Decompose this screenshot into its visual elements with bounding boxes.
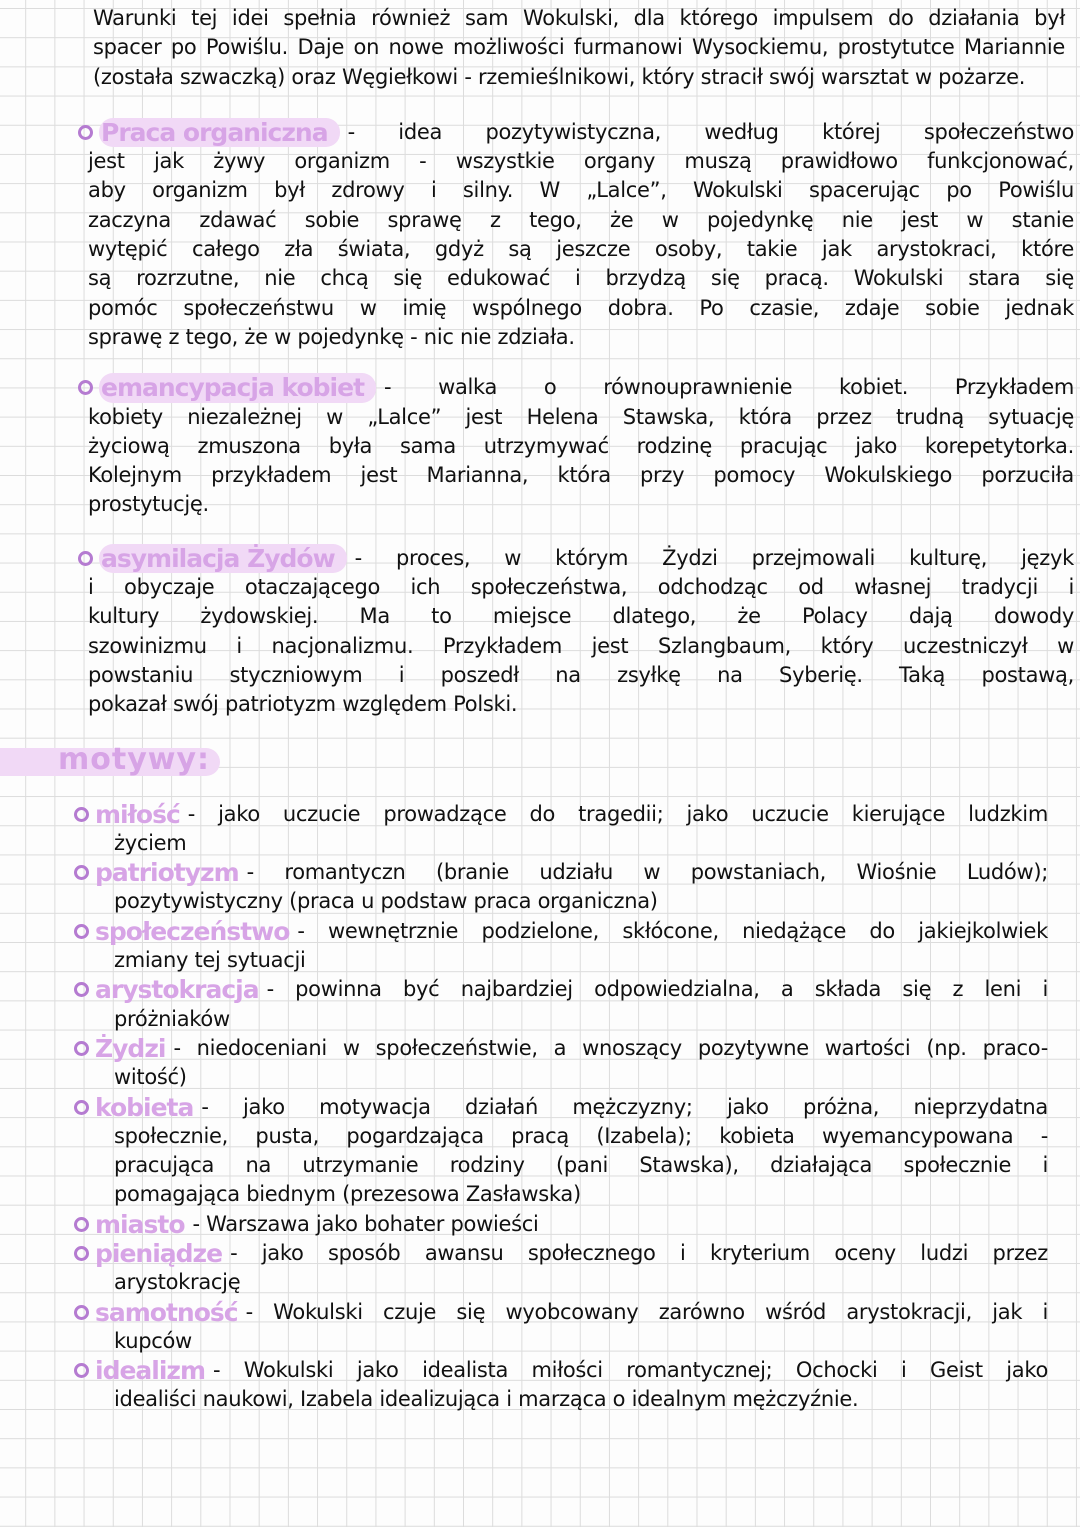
term-description: - jako sposób awansu społecznego i kryterium oceny ludzi przez [230,1240,1048,1265]
bullet-icon [74,1100,89,1115]
text-line: społecznie, pusta, pogardzająca pracą (Izabela); kobieta wyemancypowana - [114,1123,1048,1148]
text-line: życiem [114,830,187,855]
motif-item [74,1356,1048,1415]
text-line: szowinizmu i nacjonalizmu. Przykładem jest Szlangbaum, który uczestniczył w [88,633,1074,658]
bullet-icon [74,924,89,939]
bullet-icon [74,1363,89,1378]
term-highlight: samotność [95,1297,238,1327]
text-line: pozytywistyczny (praca u podstaw praca organiczna) [114,889,658,914]
term-highlight: Żydzi [95,1033,166,1063]
text-line: kultury żydowskiej. Ma to miejsce dlatego, że Polacy dają dowody [88,604,1074,629]
term-highlight: społeczeństwo [95,916,290,946]
term-description: - jako motywacja działań mężczyzny; jako próżna, nieprzydatna [201,1094,1048,1119]
text-line: zmiany tej sytuacji [114,948,306,973]
term-highlight: idealizm [95,1356,206,1386]
text-line: Warunki tej idei spełnia również sam Wokulski, dla którego impulsem do działania był [93,6,1065,30]
section-first-line [74,1356,1048,1385]
section-first-line [74,858,1048,887]
section-first-line [78,118,1074,147]
idea-section [78,373,1074,519]
text-line: i obyczaje otaczającego ich społeczeństwa, odchodząc od własnej tradycji i [88,575,1074,600]
term-description: - jako uczucie prowadzące do tragedii; jako uczucie kierujące ludzkim [187,801,1048,826]
idea-section [78,118,1074,352]
text-line: pomagająca biednym (prezesowa Zasławska) [114,1182,581,1207]
term-highlight: Praca organiczna [99,118,340,147]
section-first-line [74,975,1048,1004]
motif-item [74,975,1048,1034]
section-first-line [74,1239,1048,1268]
section-first-line [78,544,1074,573]
term-description: - Wokulski jako idealista miłości romantycznej; Ochocki i Geist jako [213,1358,1048,1383]
text-line: są rozrzutne, nie chcą się edukować i brzydzą się pracą. Wokulski stara się [88,266,1074,291]
section-first-line [74,1034,1048,1063]
text-line: pracująca na utrzymanie rodziny (pani Stawska), działająca społecznie i [114,1153,1048,1178]
term-highlight: kobieta [95,1092,194,1122]
term-highlight: pieniądze [95,1238,223,1268]
text-line: pokazał swój patriotyzm względem Polski. [88,692,518,717]
section-first-line [74,917,1048,946]
text-line: zaczyna zdawać sobie sprawę z tego, że w pojedynkę nie jest w stanie [88,207,1074,232]
term-description: - romantyczn (branie udziału w powstaniach, Wiośnie Ludów); [246,860,1048,885]
term-description: - Warszawa jako bohater powieści [192,1211,539,1236]
motif-item [74,1239,1048,1298]
bullet-icon [74,1041,89,1056]
text-line: życiową zmuszona była sama utrzymywać rodzinę pracując jako korepetytorka. [88,433,1074,458]
motif-item [74,1298,1048,1357]
term-highlight: emancypacja kobiet [99,373,376,402]
idea-section [78,544,1074,720]
text-line: prostytucję. [88,492,209,517]
motif-item [74,917,1048,976]
term-description: - wewnętrznie podzielone, skłócone, niedążące do jakiejkolwiek [297,918,1048,943]
text-line: (została szwaczką) oraz Węgiełkowi - rzemieślnikowi, który stracił swój warsztat w pożarze. [93,64,1026,89]
term-highlight: miasto [95,1209,185,1239]
text-line: kupców [114,1328,192,1353]
term-description: - proces, w którym Żydzi przejmowali kulturę, język [354,545,1074,570]
motif-item [74,800,1048,859]
text-line: jest jak żywy organizm - wszystkie organy muszą prawidłowo funkcjonować, [88,149,1074,174]
bullet-icon [78,551,93,566]
text-line: próżniaków [114,1006,230,1031]
bullet-icon [78,125,93,140]
motifs-heading [0,742,1080,782]
term-description: - niedoceniani w społeczeństwie, a wnoszący pozytywne wartości (np. praco- [173,1035,1048,1060]
motif-item [74,1093,1048,1210]
term-description: - walka o równouprawnienie kobiet. Przykładem [384,375,1074,400]
text-line: powstaniu styczniowym i poszedł na zsyłkę na Syberię. Taką postawą, [88,662,1074,687]
motif-item [74,1210,1048,1239]
text-line: kobiety niezależnej w „Lalce” jest Helena Stawska, która przez trudną sytuację [88,404,1074,429]
bullet-icon [74,982,89,997]
text-line: pomóc społeczeństwu w imię wspólnego dobra. Po czasie, zdaje sobie jednak [88,295,1074,320]
bullet-icon [78,380,93,395]
term-description: - powinna być najbardziej odpowiedzialna, a składa się z leni i [266,977,1048,1002]
term-highlight: miłość [95,799,180,829]
bullet-icon [74,807,89,822]
text-line: arystokrację [114,1270,241,1295]
term-highlight: asymilacja Żydów [99,544,347,573]
motif-item [74,1034,1048,1093]
term-highlight: patriotyzm [95,858,239,888]
ideas-sections [0,118,1080,720]
section-first-line [74,1210,1048,1239]
text-line: spacer po Powiślu. Daje on nowe możliwości furmanowi Wysockiemu, prostytutce Mariannie [93,35,1065,60]
motifs-heading-text: motywy: [58,741,211,777]
section-first-line [78,373,1074,402]
text-line: wytępić całego zła świata, gdyż są jeszcze osoby, takie jak arystokraci, które [88,237,1074,262]
bullet-icon [74,865,89,880]
text-line: Kolejnym przykładem jest Marianna, która przy pomocy Wokulskiego porzuciła [88,463,1074,488]
term-description: - idea pozytywistyczna, według której społeczeństwo [347,119,1074,144]
term-highlight: arystokracja [95,975,259,1005]
intro-paragraph [93,4,1065,92]
text-line: witość) [114,1065,187,1090]
section-first-line [74,1298,1048,1327]
motif-item [74,858,1048,917]
section-first-line [74,1093,1048,1122]
text-line: sprawę z tego, że w pojedynkę - nic nie zdziała. [88,324,575,349]
term-description: - Wokulski czuje się wyobcowany zarówno wśród arystokracji, jak i [245,1299,1048,1324]
bullet-icon [74,1217,89,1232]
text-line: aby organizm był zdrowy i silny. W „Lalce”, Wokulski spacerując po Powiślu [88,178,1074,203]
bullet-icon [74,1246,89,1261]
text-line: idealiści naukowi, Izabela idealizująca i marząca o idealnym mężczyźnie. [114,1387,859,1412]
motifs-list [0,800,1080,1415]
section-first-line [74,800,1048,829]
bullet-icon [74,1305,89,1320]
